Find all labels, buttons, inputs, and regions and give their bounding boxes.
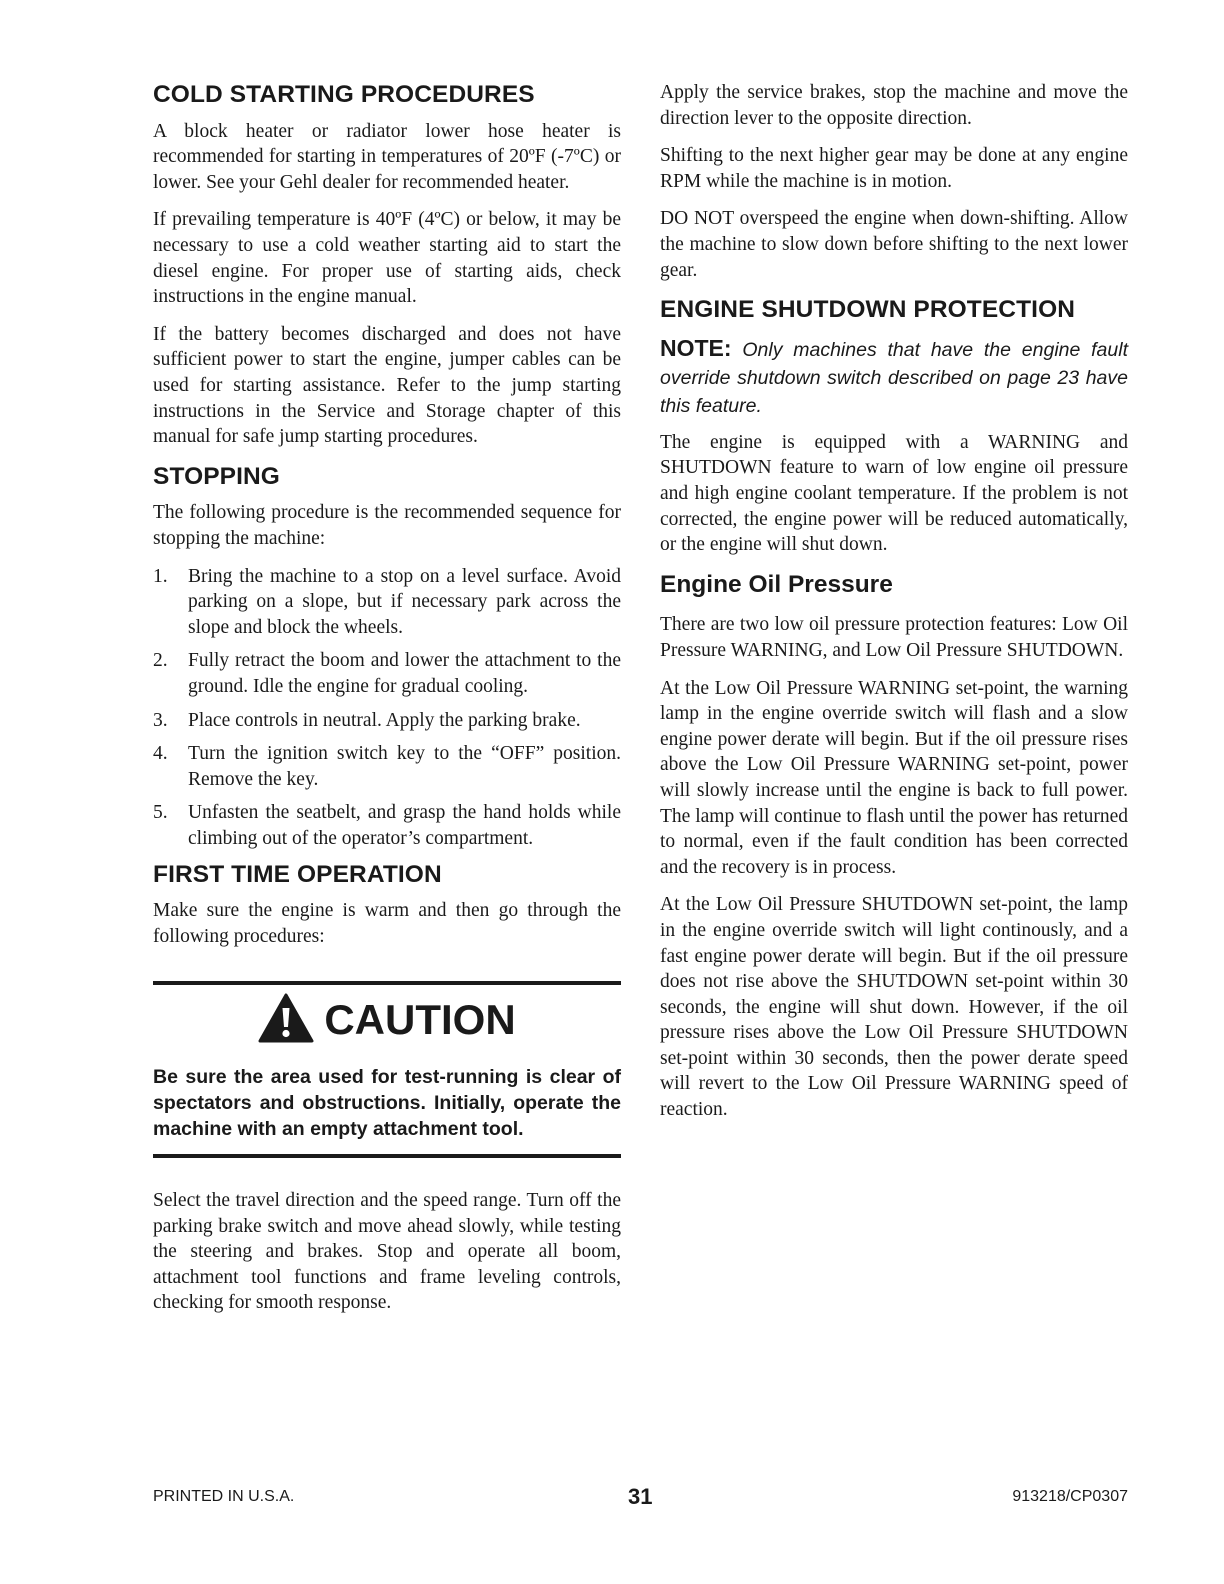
shutdown-note	[660, 334, 1128, 420]
engine-shutdown-section	[660, 295, 1128, 558]
stopping-heading: STOPPING	[153, 462, 280, 490]
step-text: Turn the ignition switch key to the “OFF” position. Remove the key.	[188, 743, 621, 790]
note-label: NOTE:	[660, 334, 732, 361]
first-time-operation-section	[153, 860, 621, 950]
first-time-operation-heading: FIRST TIME OPERATION	[153, 860, 442, 888]
oil-pressure-paragraph-1: There are two low oil pressure protection features: Low Oil Pressure WARNING, and Low Oil Pressure SHUTDOWN.	[660, 614, 1128, 661]
stopping-step	[153, 564, 621, 641]
downshift-paragraph: DO NOT overspeed the engine when down-shifting. Allow the machine to slow down before shifting to the next lower gear.	[660, 208, 1128, 281]
stopping-step	[153, 648, 621, 699]
page-number: 31	[628, 1484, 653, 1509]
stopping-step	[153, 741, 621, 792]
stopping-step	[153, 800, 621, 851]
caution-header	[153, 991, 621, 1049]
step-number: 2.	[153, 650, 168, 672]
caution-text: Be sure the area used for test-running is clear of spectators and obstructions. Initially, operate the machine with an empty attachment tool.	[153, 1066, 621, 1140]
step-text: Fully retract the boom and lower the attachment to the ground. Idle the engine for gradual cooling.	[188, 650, 621, 697]
oil-pressure-paragraph-2: At the Low Oil Pressure WARNING set-point, the warning lamp in the engine override switch will flash and a slow engine power derate will begin. But if the oil pressure rises above the Low Oil Pressure WARNING set-point, power will slowly increase until the engine is back to full power. The lamp will continue to flash until the power has returned to normal, even if the fault condition has been corrected and the recovery is in process.	[660, 677, 1128, 878]
step-number: 4.	[153, 743, 168, 765]
cold-starting-paragraph-2: If prevailing temperature is 40ºF (4ºC) or below, it may be necessary to use a cold weather starting aid to start the diesel engine. For proper use of starting aids, check instructions in the engine manual.	[153, 209, 621, 308]
engine-shutdown-heading: ENGINE SHUTDOWN PROTECTION	[660, 296, 1076, 324]
page-footer	[153, 1484, 1128, 1512]
caution-box	[153, 981, 621, 1158]
direction-paragraph: Apply the service brakes, stop the machine and move the direction lever to the opposite direction.	[660, 82, 1128, 129]
step-text: Place controls in neutral. Apply the parking brake.	[188, 709, 581, 731]
engine-shutdown-paragraph: The engine is equipped with a WARNING and SHUTDOWN feature to warn of low engine oil pressure and high engine coolant temperature. If the problem is not corrected, the engine power will be reduced automatically, or the engine will shut down.	[660, 431, 1128, 556]
cold-starting-section	[153, 80, 621, 450]
document-code: 913218/CP0307	[1012, 1488, 1128, 1505]
caution-label: CAUTION	[324, 996, 516, 1044]
shifting-paragraph: Shifting to the next higher gear may be done at any engine RPM while the machine is in motion.	[660, 145, 1128, 192]
right-column	[660, 80, 1128, 1135]
step-text: Unfasten the seatbelt, and grasp the hand holds while climbing out of the operator’s compartment.	[188, 802, 621, 849]
cold-starting-paragraph-1: A block heater or radiator lower hose heater is recommended for starting in temperatures of 20ºF (-7ºC) or lower. See your Gehl dealer for recommended heater.	[153, 120, 621, 193]
after-caution-paragraph: Select the travel direction and the speed range. Turn off the parking brake switch and move ahead slowly, while testing the steering and brakes. Stop and operate all boom, attachment tool functions and frame leveling controls, checking for smooth response.	[153, 1190, 621, 1314]
first-time-operation-paragraph: Make sure the engine is warm and then go through the following procedures:	[153, 900, 621, 947]
note-text: Only machines that have the engine fault override shutdown switch described on page 23 have this feature.	[660, 338, 1128, 417]
step-number: 1.	[153, 565, 168, 587]
engine-oil-pressure-heading: Engine Oil Pressure	[660, 570, 893, 598]
left-column	[153, 80, 621, 1328]
oil-pressure-paragraph-3: At the Low Oil Pressure SHUTDOWN set-point, the lamp in the engine override switch will light continously, and a fast engine power derate will begin. But if the oil pressure does not rise above the SHUTDOWN set-point within 30 seconds, the engine will shut down. However, if the oil pressure rises above the Low Oil Pressure SHUTDOWN set-point within 30 seconds, then the power derate speed will revert to the Low Oil Pressure WARNING speed of reaction.	[660, 894, 1128, 1121]
step-number: 5.	[153, 802, 168, 824]
printed-in-label: PRINTED IN U.S.A.	[153, 1488, 295, 1505]
engine-oil-pressure-section	[660, 570, 1128, 1123]
stopping-intro: The following procedure is the recommended sequence for stopping the machine:	[153, 502, 621, 549]
cold-starting-paragraph-3: If the battery becomes discharged and does not have sufficient power to start the engine, jumper cables can be used for starting assistance. Refer to the jump starting instructions in the Service and Storage chapter of this manual for safe jump starting procedures.	[153, 323, 621, 448]
stopping-steps-list	[153, 564, 621, 852]
warning-triangle-icon	[258, 993, 314, 1048]
stopping-step	[153, 708, 621, 734]
step-text: Bring the machine to a stop on a level surface. Avoid parking on a slope, but if necessary park across the slope and block the wheels.	[188, 565, 621, 638]
stopping-section	[153, 462, 621, 852]
cold-starting-heading: COLD STARTING PROCEDURES	[153, 81, 535, 108]
step-number: 3.	[153, 709, 168, 731]
